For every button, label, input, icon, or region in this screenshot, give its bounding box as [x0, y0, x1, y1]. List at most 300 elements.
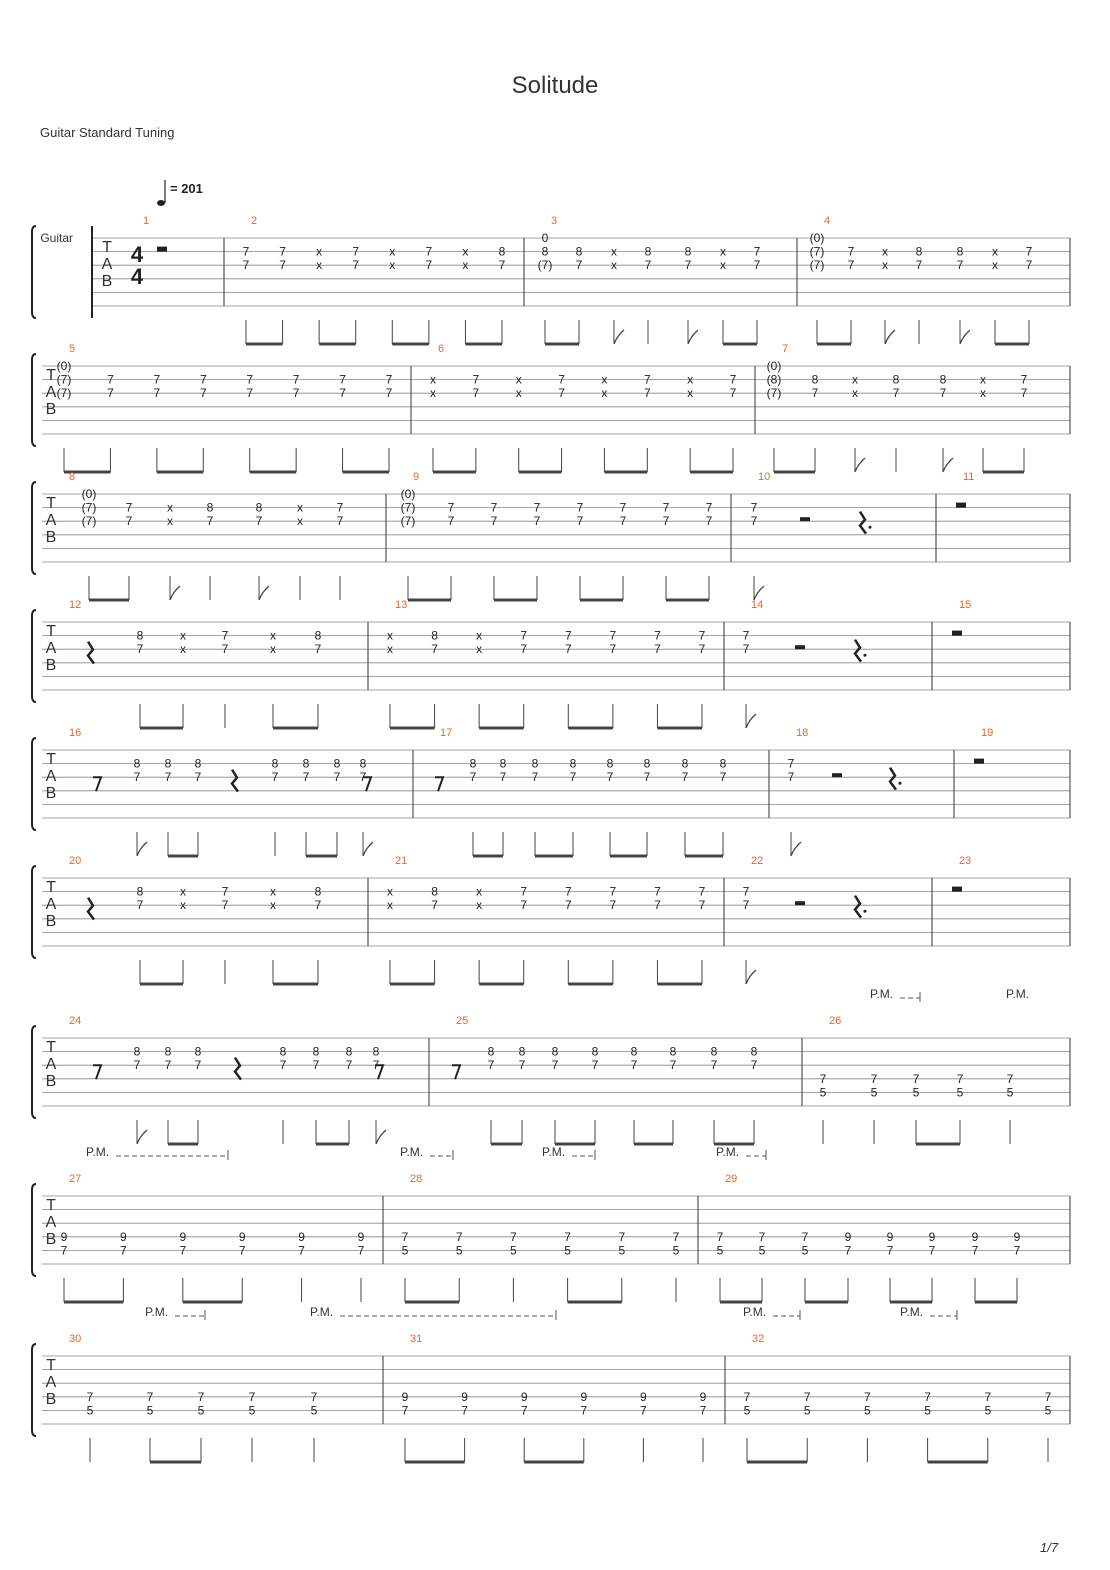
fret-number: 5	[618, 1243, 626, 1258]
fret-number: 5	[819, 1085, 827, 1100]
song-title: Solitude	[511, 72, 599, 99]
fret-number: 8	[956, 244, 964, 259]
fret-number: 5	[401, 1243, 409, 1258]
fret-number: (8)	[766, 372, 782, 387]
whole-rest	[956, 503, 966, 508]
fret-number: 8	[684, 244, 692, 259]
fret-number: 7	[575, 258, 583, 273]
fret-number: 7	[425, 244, 433, 259]
fret-number: 8	[314, 884, 322, 899]
note-flag	[960, 330, 970, 344]
quarter-rest	[232, 770, 238, 792]
instrument-name: Guitar	[40, 231, 73, 245]
fret-number: 8	[372, 1044, 380, 1059]
measure-number: 1	[143, 215, 150, 227]
system-bracket	[32, 738, 36, 830]
system-bracket	[32, 866, 36, 958]
fret-number: 7	[787, 770, 795, 785]
tuning-label: Guitar Standard Tuning	[40, 125, 175, 140]
rest-dot	[864, 654, 867, 657]
fret-number: 9	[928, 1229, 936, 1244]
fret-number: 7	[705, 500, 713, 515]
fret-number: 7	[564, 1229, 571, 1244]
fret-number: 7	[753, 244, 761, 259]
fret-number: 9	[357, 1229, 365, 1244]
fret-number: 7	[844, 1243, 852, 1258]
fret-number: 7	[120, 1243, 127, 1258]
fret-number: 7	[336, 514, 344, 529]
fret-number: 7	[431, 642, 438, 657]
fret-number: 7	[359, 770, 367, 785]
note-flag	[943, 458, 953, 472]
palm-mute-label: P.M.	[743, 1305, 767, 1319]
fret-number: x	[980, 372, 986, 387]
fret-number: x	[387, 642, 393, 657]
fret-number: 7	[153, 372, 161, 387]
fret-number: 8	[575, 244, 583, 259]
measure-number: 24	[69, 1015, 82, 1027]
note-flag	[137, 1130, 147, 1144]
fret-number: 0	[541, 231, 549, 245]
fret-number: (7)	[56, 372, 72, 387]
fret-number: 7	[520, 642, 528, 657]
tab-clef-letter: T	[46, 751, 56, 768]
fret-number: 5	[672, 1243, 680, 1258]
fret-number: x	[611, 258, 617, 273]
eighth-rest	[435, 777, 443, 791]
tab-clef-letter: B	[45, 401, 57, 418]
palm-mute-label: P.M.	[900, 1305, 924, 1319]
fret-number: 7	[698, 628, 706, 643]
fret-number: 7	[292, 386, 300, 401]
fret-number: 7	[314, 642, 322, 657]
fret-number: 7	[292, 372, 300, 387]
fret-number: 8	[719, 756, 727, 771]
measure-number: 31	[410, 1333, 423, 1345]
fret-number: 7	[352, 258, 360, 273]
fret-number: (0)	[81, 487, 97, 501]
fret-number: 7	[125, 514, 133, 529]
fret-number: 7	[372, 1058, 380, 1073]
fret-number: 8	[681, 756, 689, 771]
system-bracket	[32, 1344, 36, 1436]
fret-number: 5	[510, 1243, 517, 1258]
quarter-rest	[860, 512, 866, 534]
fret-number: 7	[698, 884, 706, 899]
tab-clef-letter: B	[45, 657, 57, 674]
eighth-rest	[93, 777, 101, 791]
fret-number: 9	[640, 1389, 647, 1404]
fret-number: 7	[654, 884, 661, 899]
fret-number: 7	[333, 770, 341, 785]
measure-number: 29	[725, 1173, 738, 1185]
fret-number: 7	[803, 1389, 811, 1404]
fret-number: x	[476, 628, 483, 643]
fret-number: x	[515, 386, 522, 401]
fret-number: 7	[669, 1058, 677, 1073]
fret-number: 7	[357, 1243, 365, 1258]
fret-number: 8	[164, 756, 172, 771]
measure-number: 5	[69, 343, 76, 355]
fret-number: (7)	[81, 514, 97, 529]
fret-number: x	[270, 628, 276, 643]
fret-number: 7	[531, 770, 539, 785]
fret-number: 7	[801, 1229, 809, 1244]
fret-number: 5	[912, 1085, 920, 1100]
fret-number: 7	[811, 386, 819, 401]
fret-number: 7	[199, 372, 207, 387]
fret-number: 8	[518, 1044, 526, 1059]
fret-number: x	[167, 500, 173, 515]
fret-number: 8	[314, 628, 322, 643]
fret-number: 9	[298, 1229, 305, 1244]
fret-number: 7	[238, 1243, 246, 1258]
fret-number: 8	[359, 756, 367, 771]
fret-number: 7	[242, 258, 250, 273]
fret-number: x	[180, 898, 186, 913]
fret-number: 7	[681, 770, 689, 785]
fret-number: 9	[1013, 1229, 1021, 1244]
fret-number: 8	[133, 756, 141, 771]
tab-clef-letter: T	[46, 1039, 56, 1056]
time-signature-top: 4	[130, 242, 144, 267]
palm-mute-label: P.M.	[870, 987, 894, 1001]
measure-number: 4	[824, 215, 831, 227]
fret-number: 7	[619, 514, 627, 529]
fret-number: 7	[279, 1058, 287, 1073]
fret-number: 5	[743, 1403, 751, 1418]
fret-number: 7	[564, 898, 572, 913]
measure-number: 2	[251, 215, 258, 227]
fret-number: 7	[490, 500, 498, 515]
fret-number: 7	[618, 1229, 626, 1244]
fret-number: 7	[644, 258, 652, 273]
fret-number: 7	[753, 258, 761, 273]
fret-number: 7	[864, 1389, 871, 1404]
fret-number: (7)	[400, 500, 416, 515]
fret-number: 8	[644, 244, 652, 259]
fret-number: 9	[886, 1229, 894, 1244]
fret-number: 7	[133, 770, 141, 785]
half-rest	[795, 901, 805, 905]
fret-number: 7	[609, 642, 617, 657]
fret-number: 5	[248, 1403, 256, 1418]
fret-number: 8	[531, 756, 539, 771]
fret-number: 7	[710, 1058, 718, 1073]
fret-number: 8	[469, 756, 477, 771]
measure-number: 20	[69, 855, 82, 867]
fret-number: 7	[520, 898, 528, 913]
fret-number: 7	[345, 1058, 353, 1073]
fret-number: 7	[699, 1403, 707, 1418]
fret-number: 7	[1020, 386, 1028, 401]
palm-mute-label: P.M.	[716, 1145, 740, 1159]
fret-number: 7	[279, 258, 286, 273]
fret-number: 7	[1006, 1071, 1014, 1086]
fret-number: 7	[939, 386, 947, 401]
fret-number: 7	[487, 1058, 495, 1073]
fret-number: 8	[915, 244, 923, 259]
fret-number: x	[430, 386, 436, 401]
fret-number: 7	[643, 770, 651, 785]
fret-number: 5	[870, 1085, 878, 1100]
fret-number: 7	[576, 514, 584, 529]
fret-number: 8	[606, 756, 614, 771]
note-flag	[614, 330, 624, 344]
tab-clef-letter: T	[46, 1197, 56, 1214]
fret-number: 7	[302, 770, 310, 785]
palm-mute-label: P.M.	[86, 1145, 110, 1159]
fret-number: 7	[490, 514, 498, 529]
fret-number: x	[515, 372, 522, 387]
fret-number: 7	[125, 500, 133, 515]
fret-number: 7	[248, 1389, 256, 1404]
fret-number: x	[389, 258, 396, 273]
note-flag	[746, 970, 756, 984]
fret-number: 7	[662, 514, 670, 529]
fret-number: 7	[461, 1403, 468, 1418]
half-rest	[800, 517, 810, 521]
fret-number: 7	[558, 386, 565, 401]
fret-number: 9	[520, 1389, 528, 1404]
fret-number: 8	[643, 756, 651, 771]
fret-number: 7	[107, 372, 114, 387]
system-bracket	[32, 354, 36, 446]
measure-number: 22	[751, 855, 764, 867]
fret-number: 7	[743, 1389, 751, 1404]
fret-number: 7	[246, 386, 254, 401]
palm-mute-label: P.M.	[1006, 987, 1030, 1001]
fret-number: 7	[654, 642, 661, 657]
fret-number: 7	[654, 898, 661, 913]
rest-dot	[864, 910, 867, 913]
fret-number: 8	[271, 756, 279, 771]
system-bracket	[32, 1026, 36, 1118]
tab-clef-letter: A	[45, 640, 57, 657]
fret-number: 7	[194, 1058, 202, 1073]
fret-number: 7	[194, 770, 202, 785]
fret-number: 7	[672, 1229, 680, 1244]
palm-mute-label: P.M.	[145, 1305, 169, 1319]
fret-number: (7)	[766, 386, 782, 401]
fret-number: (0)	[56, 359, 72, 373]
fret-number: 7	[971, 1243, 979, 1258]
fret-number: 7	[569, 770, 577, 785]
fret-number: 7	[742, 898, 750, 913]
note-flag	[376, 1130, 386, 1144]
fret-number: 7	[455, 1229, 463, 1244]
fret-number: (7)	[809, 244, 825, 259]
fret-number: x	[167, 514, 173, 529]
fret-number: x	[882, 244, 888, 259]
fret-number: 7	[246, 372, 254, 387]
fret-number: 8	[255, 500, 263, 515]
measure-number: 6	[438, 343, 445, 355]
measure-number: 27	[69, 1173, 82, 1185]
half-rest	[832, 773, 842, 777]
tab-clef-letter: A	[45, 1056, 57, 1073]
fret-number: 7	[1020, 372, 1028, 387]
whole-rest	[952, 631, 962, 636]
measure-number: 23	[959, 855, 972, 867]
fret-number: 7	[886, 1243, 894, 1258]
fret-number: 7	[197, 1389, 205, 1404]
fret-number: x	[992, 258, 998, 273]
fret-number: 8	[569, 756, 577, 771]
fret-number: 7	[146, 1389, 154, 1404]
measure-number: 9	[413, 471, 420, 483]
fret-number: (7)	[400, 514, 416, 529]
fret-number: x	[476, 898, 483, 913]
system-bracket	[32, 482, 36, 574]
tab-clef-letter: A	[45, 896, 57, 913]
fret-number: 5	[864, 1403, 871, 1418]
note-flag	[170, 586, 180, 600]
fret-number: 7	[580, 1403, 588, 1418]
fret-number: 5	[803, 1403, 811, 1418]
fret-number: 5	[716, 1243, 724, 1258]
tab-clef-letter: B	[45, 913, 57, 930]
fret-number: 8	[499, 756, 507, 771]
measure-number: 13	[395, 599, 408, 611]
fret-number: 7	[609, 628, 617, 643]
fret-number: 7	[242, 244, 250, 259]
fret-number: 7	[401, 1403, 409, 1418]
fret-number: 7	[136, 898, 144, 913]
fret-number: 7	[564, 642, 572, 657]
measure-number: 21	[395, 855, 408, 867]
whole-rest	[157, 247, 167, 252]
fret-number: x	[387, 898, 393, 913]
fret-number: 7	[385, 386, 393, 401]
fret-number: 7	[314, 898, 322, 913]
tab-clef-letter: A	[45, 512, 57, 529]
measure-number: 18	[796, 727, 809, 739]
fret-number: 9	[401, 1389, 409, 1404]
fret-number: 7	[385, 372, 393, 387]
fret-number: 7	[870, 1071, 878, 1086]
fret-number: 7	[339, 372, 346, 387]
measure-number: 15	[959, 599, 972, 611]
fret-number: 7	[352, 244, 360, 259]
time-signature-bottom: 4	[130, 264, 144, 289]
tempo-marking: = 201	[170, 181, 203, 196]
tab-clef-letter: A	[101, 256, 113, 273]
tab-clef-letter: B	[45, 785, 57, 802]
fret-number: 7	[518, 1058, 526, 1073]
fret-number: 7	[336, 500, 344, 515]
fret-number: 8	[498, 244, 506, 259]
fret-number: 7	[558, 372, 565, 387]
fret-number: x	[462, 244, 469, 259]
fret-number: 9	[238, 1229, 246, 1244]
fret-number: x	[270, 642, 276, 657]
fret-number: 5	[146, 1403, 154, 1418]
fret-number: 9	[580, 1389, 588, 1404]
fret-number: 5	[310, 1403, 318, 1418]
fret-number: 8	[630, 1044, 638, 1059]
fret-number: 8	[591, 1044, 599, 1059]
tab-clef-letter: B	[45, 529, 57, 546]
system-bracket	[32, 1184, 36, 1276]
fret-number: 7	[758, 1229, 766, 1244]
fret-number: 7	[606, 770, 614, 785]
fret-number: 7	[221, 884, 229, 899]
fret-number: 7	[271, 770, 279, 785]
fret-number: 9	[699, 1389, 707, 1404]
fret-number: 7	[609, 884, 617, 899]
tab-clef-letter: B	[45, 1073, 57, 1090]
fret-number: 7	[956, 258, 964, 273]
fret-number: x	[430, 372, 436, 387]
fret-number: 5	[564, 1243, 571, 1258]
fret-number: 7	[912, 1071, 920, 1086]
fret-number: 8	[669, 1044, 677, 1059]
palm-mute-label: P.M.	[542, 1145, 566, 1159]
note-flag	[746, 714, 756, 728]
note-flag	[791, 842, 801, 856]
system-bracket	[32, 226, 36, 318]
fret-number: x	[462, 258, 469, 273]
fret-number: 8	[551, 1044, 559, 1059]
fret-number: 7	[339, 386, 346, 401]
fret-number: 7	[164, 1058, 172, 1073]
fret-number: 8	[194, 756, 202, 771]
tab-clef-letter: T	[46, 879, 56, 896]
quarter-rest	[855, 640, 861, 662]
fret-number: 5	[758, 1243, 766, 1258]
rest-dot	[869, 526, 872, 529]
fret-number: x	[882, 258, 888, 273]
fret-number: 8	[206, 500, 214, 515]
fret-number: 7	[915, 258, 923, 273]
fret-number: x	[852, 372, 858, 387]
fret-number: 7	[401, 1229, 409, 1244]
fret-number: 7	[431, 898, 438, 913]
fret-number: x	[476, 642, 483, 657]
fret-number: 7	[510, 1229, 517, 1244]
fret-number: 8	[710, 1044, 718, 1059]
fret-number: 8	[164, 1044, 172, 1059]
fret-number: 7	[956, 1071, 964, 1086]
fret-number: 7	[279, 244, 286, 259]
fret-number: (0)	[809, 231, 825, 245]
fret-number: 7	[520, 628, 528, 643]
fret-number: 9	[844, 1229, 852, 1244]
fret-number: 7	[729, 372, 737, 387]
fret-number: 8	[892, 372, 900, 387]
tab-clef-letter: A	[45, 384, 57, 401]
fret-number: x	[316, 258, 323, 273]
measure-number: 10	[758, 471, 771, 483]
fret-number: x	[297, 514, 303, 529]
fret-number: x	[852, 386, 858, 401]
fret-number: 7	[619, 500, 627, 515]
fret-number: 8	[750, 1044, 758, 1059]
fret-number: 7	[472, 386, 480, 401]
fret-number: 7	[847, 258, 855, 273]
fret-number: 7	[179, 1243, 187, 1258]
note-flag	[688, 330, 698, 344]
fret-number: 7	[520, 1403, 528, 1418]
fret-number: x	[476, 884, 483, 899]
fret-number: x	[270, 884, 276, 899]
quarter-rest	[88, 642, 94, 664]
fret-number: 7	[750, 500, 758, 515]
measure-number: 7	[782, 343, 789, 355]
fret-number: 7	[533, 514, 541, 529]
fret-number: 7	[312, 1058, 320, 1073]
